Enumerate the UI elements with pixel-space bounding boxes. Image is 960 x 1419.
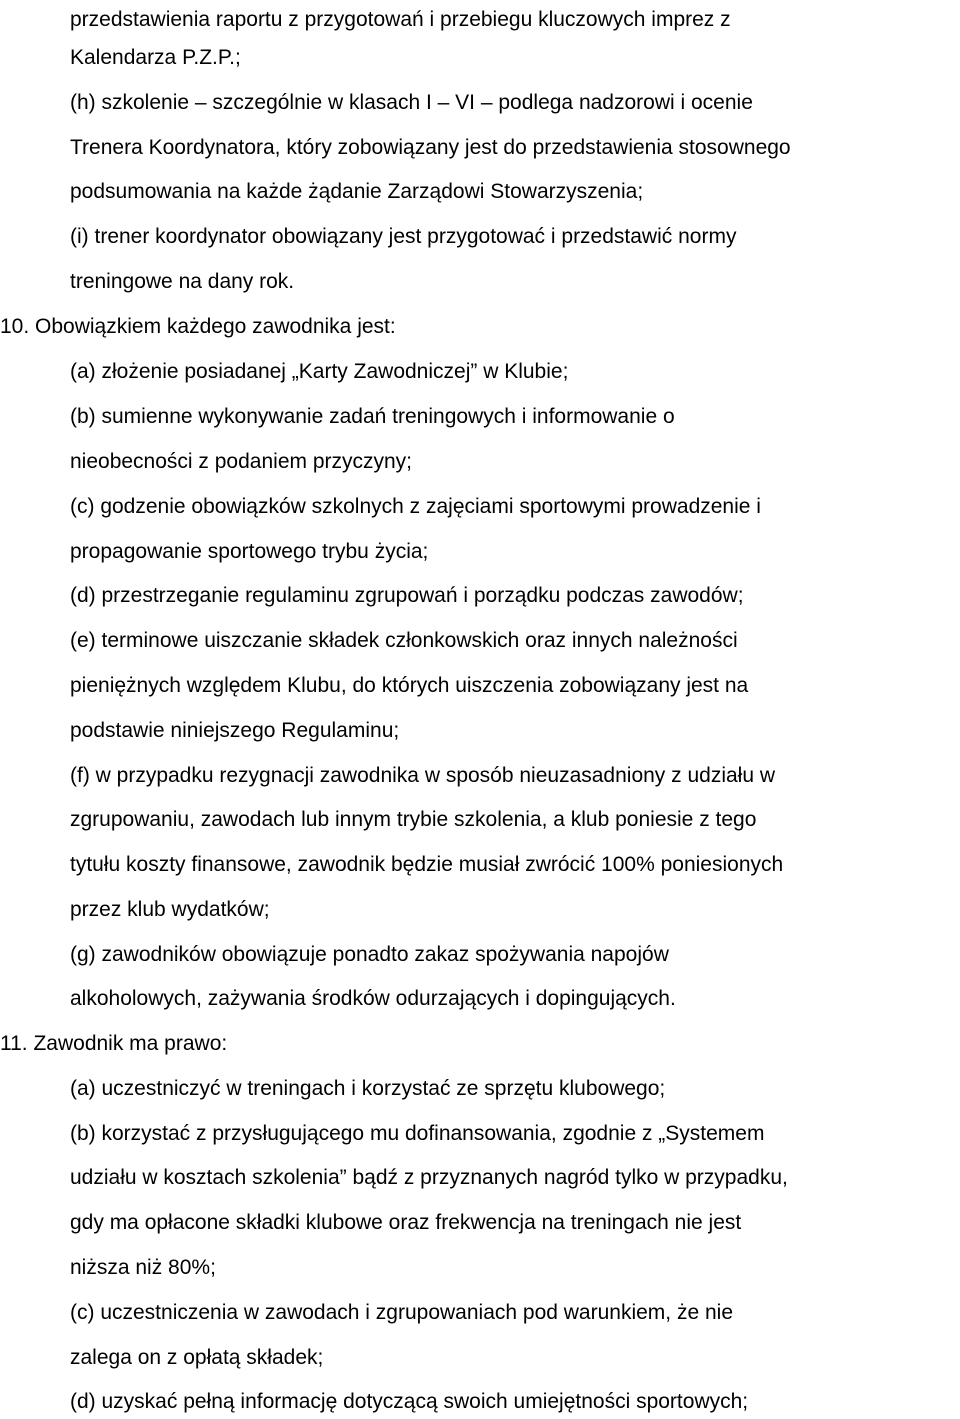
list-item-g: (g) zawodników obowiązuje ponadto zakaz spożywania napojów bbox=[70, 943, 669, 966]
text-line: alkoholowych, zażywania środków odurzających i dopingujących. bbox=[70, 987, 676, 1010]
list-item-b: (b) korzystać z przysługującego mu dofinansowania, zgodnie z „Systemem bbox=[70, 1122, 765, 1145]
text-line: Trenera Koordynatora, który zobowiązany jest do przedstawienia stosownego bbox=[70, 136, 791, 159]
text-line: niższa niż 80%; bbox=[70, 1256, 216, 1279]
text-line: przez klub wydatków; bbox=[70, 898, 270, 921]
text-line: nieobecności z podaniem przyczyny; bbox=[70, 450, 413, 473]
list-item-i: (i) trener koordynator obowiązany jest przygotować i przedstawić normy bbox=[70, 225, 737, 248]
text-line: udziału w kosztach szkolenia” bądź z przyznanych nagród tylko w przypadku, bbox=[70, 1166, 788, 1189]
text-line: podsumowania na każde żądanie Zarządowi Stowarzyszenia; bbox=[70, 180, 644, 203]
text-line: gdy ma opłacone składki klubowe oraz frekwencja na treningach nie jest bbox=[70, 1211, 742, 1234]
list-item-b: (b) sumienne wykonywanie zadań treningowych i informowanie o bbox=[70, 405, 675, 428]
list-item-a: (a) złożenie posiadanej „Karty Zawodniczej” w Klubie; bbox=[70, 360, 569, 383]
section-heading-11: 11. Zawodnik ma prawo: bbox=[0, 1032, 228, 1055]
list-item-d: (d) przestrzeganie regulaminu zgrupowań i porządku podczas zawodów; bbox=[70, 584, 744, 607]
list-item-e: (e) terminowe uiszczanie składek członkowskich oraz innych należności bbox=[70, 629, 738, 652]
text-line: Kalendarza P.Z.P.; bbox=[70, 46, 241, 69]
text-line: przedstawienia raportu z przygotowań i przebiegu kluczowych imprez z bbox=[70, 8, 731, 31]
text-line: propagowanie sportowego trybu życia; bbox=[70, 540, 429, 563]
text-line: tytułu koszty finansowe, zawodnik będzie musiał zwrócić 100% poniesionych bbox=[70, 853, 784, 876]
text-line: zgrupowaniu, zawodach lub innym trybie szkolenia, a klub poniesie z tego bbox=[70, 808, 757, 831]
list-item-h: (h) szkolenie – szczególnie w klasach I – VI – podlega nadzorowi i ocenie bbox=[70, 91, 753, 114]
list-item-c: (c) godzenie obowiązków szkolnych z zajęciami sportowymi prowadzenie i bbox=[70, 495, 761, 518]
text-line: podstawie niniejszego Regulaminu; bbox=[70, 719, 400, 742]
text-line: zalega on z opłatą składek; bbox=[70, 1346, 324, 1369]
section-heading-10: 10. Obowiązkiem każdego zawodnika jest: bbox=[0, 315, 396, 338]
list-item-c: (c) uczestniczenia w zawodach i zgrupowaniach pod warunkiem, że nie bbox=[70, 1301, 733, 1324]
text-line: pieniężnych względem Klubu, do których uiszczenia zobowiązany jest na bbox=[70, 674, 749, 697]
list-item-d: (d) uzyskać pełną informację dotyczącą swoich umiejętności sportowych; bbox=[70, 1390, 749, 1413]
list-item-f: (f) w przypadku rezygnacji zawodnika w sposób nieuzasadniony z udziału w bbox=[70, 764, 776, 787]
list-item-a: (a) uczestniczyć w treningach i korzystać ze sprzętu klubowego; bbox=[70, 1077, 666, 1100]
text-line: treningowe na dany rok. bbox=[70, 270, 295, 293]
